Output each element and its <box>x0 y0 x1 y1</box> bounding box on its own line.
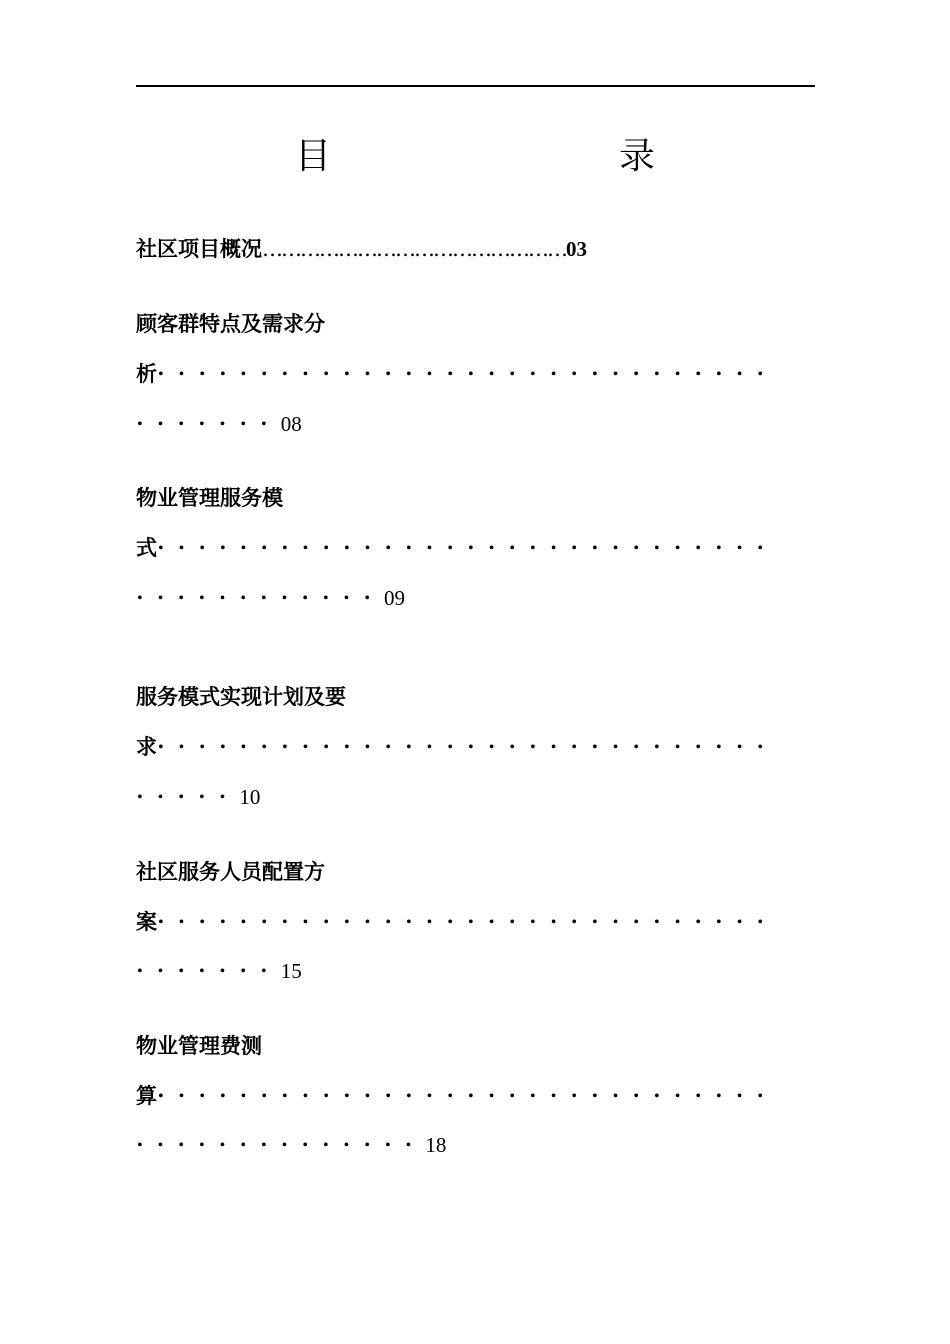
toc-entry-label: 服务模式实现计划及要 <box>136 684 346 709</box>
page-title: 目 录 <box>294 136 727 177</box>
toc-page-number: 03 <box>566 237 587 261</box>
toc-leader-bullets: •••••••••••••• <box>136 1138 426 1154</box>
toc-entry-label-cont: 式 <box>136 535 157 560</box>
toc-leader-bullets: •••••••••••••••••••••••••••••• <box>157 541 778 557</box>
toc-entry-label-cont: 求 <box>136 734 157 759</box>
toc-entry-label-cont: 析 <box>136 361 157 386</box>
toc-entry-6-title[interactable] <box>136 1031 815 1061</box>
toc-page-number: 08 <box>280 412 302 436</box>
toc-entry-label: 社区服务人员配置方 <box>136 859 325 884</box>
toc-entry-2-cont <box>136 359 815 389</box>
toc-page-number: 10 <box>239 785 261 809</box>
toc-entry-label-cont: 算 <box>136 1083 157 1108</box>
toc-leader-bullets: ••••• <box>136 790 240 806</box>
toc-entry-5-page <box>136 956 815 986</box>
toc-leader-bullets: •••••••••••••••••••••••••••••• <box>157 915 778 931</box>
toc-entry-4-title[interactable] <box>136 682 815 712</box>
toc-leader-bullets: •••••••••••••••••••••••••••••• <box>157 367 778 383</box>
toc-entry-3-cont <box>136 533 815 563</box>
toc-entry-3-page <box>136 583 815 613</box>
toc-entry-3-title[interactable] <box>136 483 815 513</box>
toc-page-number: 15 <box>280 959 302 983</box>
toc-leader-bullets: •••••••••••••••••••••••••••••• <box>157 740 778 756</box>
toc-entry-label: 顾客群特点及需求分 <box>136 311 325 336</box>
toc-leader-bullets: ••••••• <box>136 964 281 980</box>
toc-entry-label: 社区项目概况 <box>136 236 262 261</box>
toc-page-number: 18 <box>425 1133 447 1157</box>
header-rule <box>136 85 815 87</box>
toc-page-number: 09 <box>384 586 406 610</box>
toc-entry-2-page <box>136 409 815 439</box>
toc-leader-bullets: ••••••• <box>136 417 281 433</box>
toc-entry-6-page <box>136 1130 815 1160</box>
toc-entry-4-cont <box>136 732 815 762</box>
toc-entry-label-cont: 案 <box>136 909 157 934</box>
toc-entry-2-title[interactable] <box>136 309 815 339</box>
toc-entry-5-cont <box>136 907 815 937</box>
toc-entry-label: 物业管理服务模 <box>136 485 283 510</box>
toc-entry-1[interactable] <box>136 234 815 264</box>
toc-leader-bullets: •••••••••••••••••••••••••••••• <box>157 1089 778 1105</box>
toc-leader-dots: ………………………………………… <box>262 237 566 261</box>
toc-entry-5-title[interactable] <box>136 857 815 887</box>
toc-leader-bullets: •••••••••••• <box>136 591 385 607</box>
toc-entry-4-page <box>136 782 815 812</box>
toc-entry-label: 物业管理费测 <box>136 1033 262 1058</box>
toc-entry-6-cont <box>136 1081 815 1111</box>
